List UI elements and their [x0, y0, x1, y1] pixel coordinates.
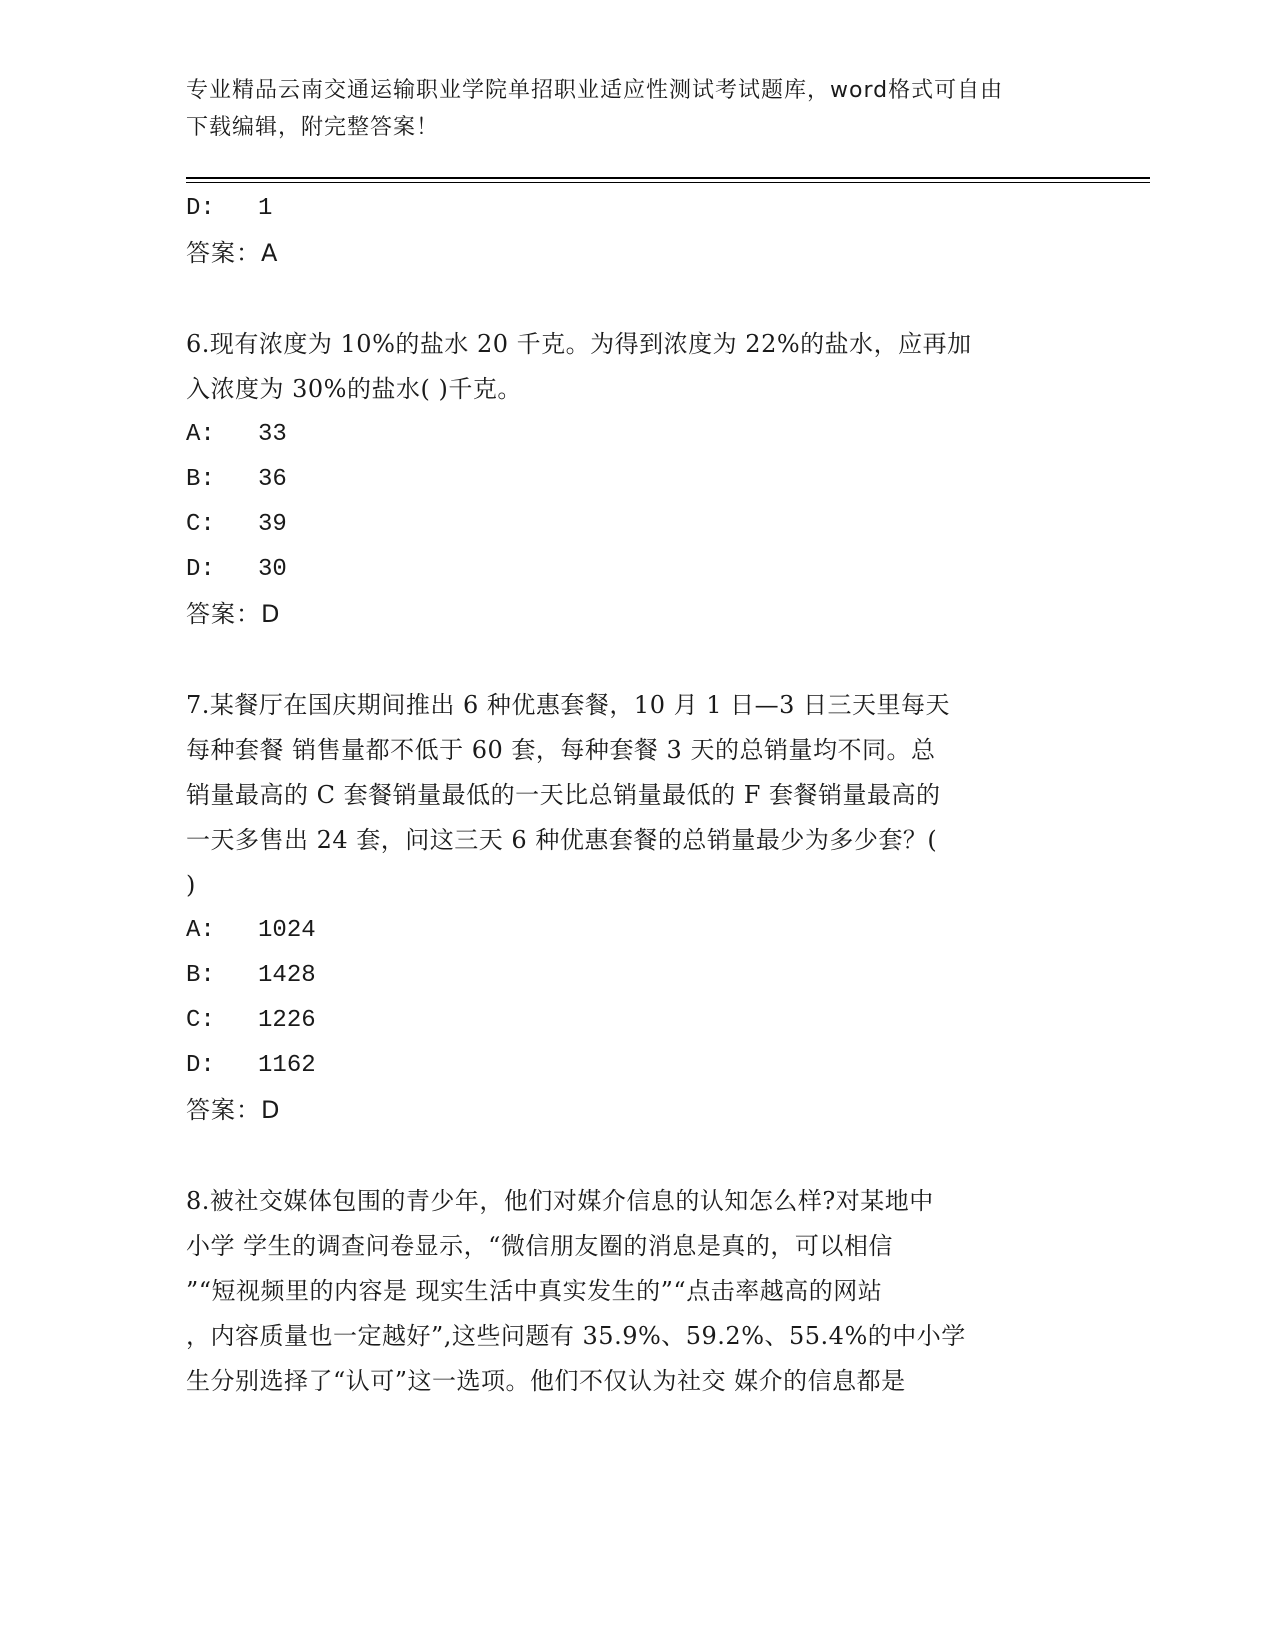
header-line-1: 专业精品云南交通运输职业学院单招职业适应性测试考试题库，word格式可自由	[186, 78, 1004, 103]
question-text-line: 生分别选择了“认可”这一选项。他们不仅认为社交 媒介的信息都是	[186, 1367, 906, 1395]
option-a: A: 33	[186, 421, 287, 448]
question-text-line: 销量最高的 C 套餐销量最低的一天比总销量最低的 F 套餐销量最高的	[186, 781, 941, 809]
option-c: C: 1226	[186, 1007, 316, 1034]
question-6	[186, 322, 1086, 637]
option-b: B: 1428	[186, 962, 316, 989]
question-7	[186, 683, 1086, 1133]
question-text-line: 一天多售出 24 套，问这三天 6 种优惠套餐的总销量最少为多少套？(	[186, 826, 938, 854]
header-rule-thin	[186, 182, 1150, 183]
question-8	[186, 1179, 1086, 1404]
answer-label: 答案：A	[186, 239, 279, 267]
question-text-line: )	[186, 871, 196, 899]
option-d: D: 1162	[186, 1052, 316, 1079]
question-text-line: 7.某餐厅在国庆期间推出 6 种优惠套餐，10 月 1 日—3 日三天里每天	[186, 691, 951, 719]
option-a: A: 1024	[186, 917, 316, 944]
question-text-line: 8.被社交媒体包围的青少年，他们对媒介信息的认知怎么样?对某地中	[186, 1187, 934, 1215]
header-rule	[186, 177, 1150, 179]
document-body	[186, 186, 1086, 1404]
question-text-line: 每种套餐 销售量都不低于 60 套，每种套餐 3 天的总销量均不同。总	[186, 736, 936, 764]
option-d: D: 1	[186, 195, 273, 222]
question-text-line: 小学 学生的调查问卷显示，“微信朋友圈的消息是真的，可以相信	[186, 1232, 893, 1260]
question-text-line: ”“短视频里的内容是 现实生活中真实发生的”“点击率越高的网站	[186, 1277, 883, 1305]
page-header	[186, 72, 1086, 146]
question-text-line: ，内容质量也一定越好”,这些问题有 35.9%、59.2%、55.4%的中小学	[186, 1322, 966, 1350]
option-c: C: 39	[186, 511, 287, 538]
header-line-2: 下载编辑，附完整答案！	[186, 115, 440, 140]
answer-label: 答案：D	[186, 1096, 281, 1124]
option-b: B: 36	[186, 466, 287, 493]
answer-label: 答案：D	[186, 600, 281, 628]
question-text-line: 6.现有浓度为 10%的盐水 20 千克。为得到浓度为 22%的盐水，应再加	[186, 330, 972, 358]
question-text-line: 入浓度为 30%的盐水( )千克。	[186, 375, 522, 403]
option-d: D: 30	[186, 556, 287, 583]
